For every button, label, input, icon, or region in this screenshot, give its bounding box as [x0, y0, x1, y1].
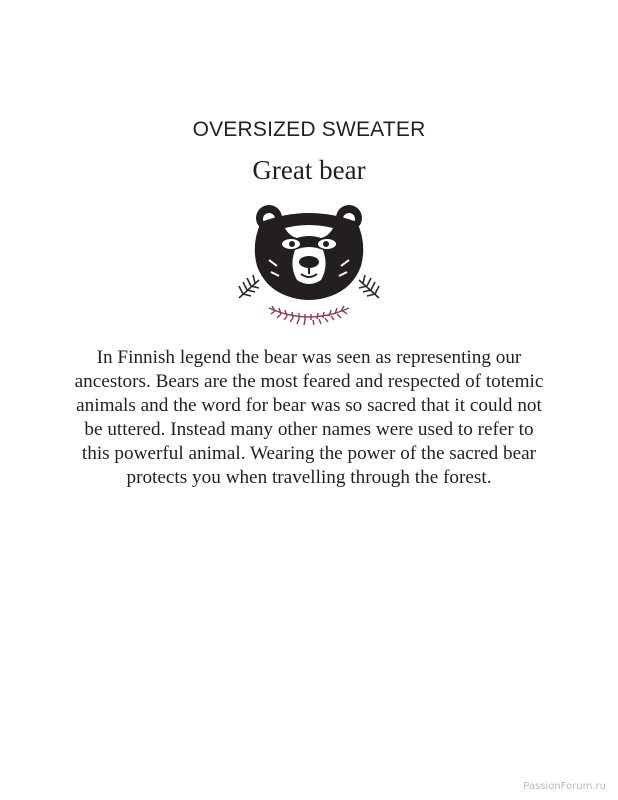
watermark: PassionForum.ru	[523, 781, 606, 792]
bear-head-icon	[255, 205, 364, 300]
laurel-garland-icon	[269, 306, 349, 325]
page-title: OVERSIZED SWEATER	[192, 118, 426, 141]
bear-emblem	[225, 200, 393, 330]
description-paragraph: In Finnish legend the bear was seen as representing our ancestors. Bears are the most feared and respected of totemic animals and the word for bear was so sacred that it could not be uttered. Instead many other names were used to refer to this powerful animal. Wearing the power of the sacred bear protects you when travelling through the forest.	[74, 347, 544, 488]
page-subtitle: Great bear	[252, 155, 366, 185]
